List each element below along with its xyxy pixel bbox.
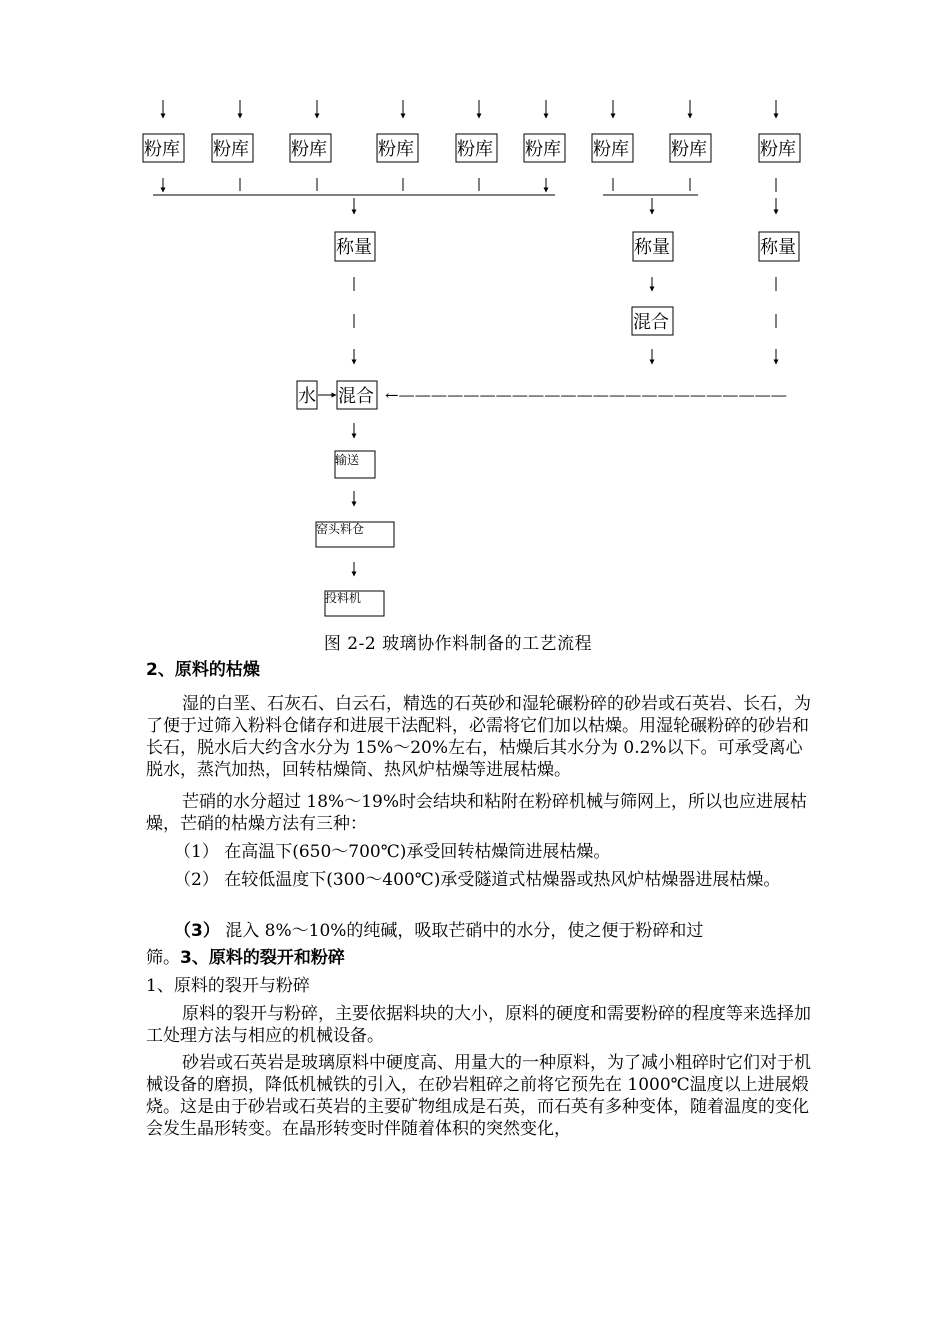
paragraph: 砂岩或石英岩是玻璃原料中硬度高、用量大的一种原料，为了减小粗碎时它们对于机械设备的磨损，降低机械铁的引入，在砂岩粗碎之前将它预先在 1000℃温度以上进展煅烧。这是由于砂岩或石英岩的主要矿物组成是石英，而石英有多种变体，随着温度的变化会发生晶形转变。在晶形转变时伴随着体积的突然变化， bbox=[146, 1053, 811, 1139]
process-flowchart bbox=[0, 0, 950, 630]
list-number: （3） bbox=[174, 921, 220, 941]
powder-store-label: 粉库 bbox=[291, 139, 327, 160]
convey-label: 输送 bbox=[335, 453, 360, 467]
return-line: ←———————————————————————— bbox=[385, 388, 787, 404]
powder-store-label: 粉库 bbox=[378, 139, 414, 160]
paragraph: 原料的裂开与粉碎，主要依据料块的大小，原料的硬度和需要粉碎的程度等来选择加工处理方法与相应的机械设备。 bbox=[146, 1004, 811, 1046]
section-heading: 3、原料的裂开和粉碎 bbox=[180, 948, 345, 968]
weigh-label: 称量 bbox=[760, 237, 796, 258]
list-item-text: 混入 8%～10%的纯碱，吸取芒硝中的水分，使之便于粉碎和过 bbox=[225, 921, 704, 941]
list-item bbox=[146, 920, 842, 942]
powder-store-label: 粉库 bbox=[213, 139, 249, 160]
paragraph: 湿的白垩、石灰石、白云石，精选的石英砂和湿轮碾粉碎的砂岩或石英岩、长石，为了便于过筛入粉料仓储存和进展干法配料，必需将它们加以枯燥。用湿轮碾粉碎的砂岩和长石，脱水后大约含水分为 15%～20%左右，枯燥后其水分为 0.2%以下。可承受离心脱水，蒸汽加热，回转枯燥筒、热风炉枯燥等进展枯燥。 bbox=[146, 694, 811, 780]
list-item-tail: 筛。 bbox=[146, 948, 180, 968]
figure-caption: 图 2-2 玻璃协作料制备的工艺流程 bbox=[323, 634, 593, 654]
list-item bbox=[146, 869, 842, 891]
powder-store-label: 粉库 bbox=[671, 139, 707, 160]
water-label: 水 bbox=[298, 386, 316, 407]
mix-label: 混合 bbox=[338, 386, 374, 407]
section-heading: 2、原料的枯燥 bbox=[146, 660, 260, 680]
weigh-label: 称量 bbox=[634, 237, 670, 258]
kiln-bin-label: 窑头料仓 bbox=[316, 522, 365, 536]
powder-store-label: 粉库 bbox=[760, 139, 796, 160]
powder-store-label: 粉库 bbox=[525, 139, 561, 160]
paragraph-line bbox=[146, 947, 814, 969]
mix-label: 混合 bbox=[633, 312, 669, 333]
feeder-label: 投料机 bbox=[325, 591, 362, 605]
powder-store-label: 粉库 bbox=[144, 139, 180, 160]
weigh-label: 称量 bbox=[336, 237, 372, 258]
powder-store-label: 粉库 bbox=[593, 139, 629, 160]
subheading: 1、原料的裂开与粉碎 bbox=[146, 976, 310, 996]
powder-store-label: 粉库 bbox=[457, 139, 493, 160]
paragraph: 芒硝的水分超过 18%～19%时会结块和粘附在粉碎机械与筛网上，所以也应进展枯燥，芒硝的枯燥方法有三种： bbox=[146, 792, 807, 834]
list-item-text: （2） 在较低温度下(300～400℃)承受隧道式枯燥器或热风炉枯燥器进展枯燥。 bbox=[174, 870, 781, 890]
list-item: （1） 在高温下(650～700℃)承受回转枯燥筒进展枯燥。 bbox=[174, 842, 611, 862]
